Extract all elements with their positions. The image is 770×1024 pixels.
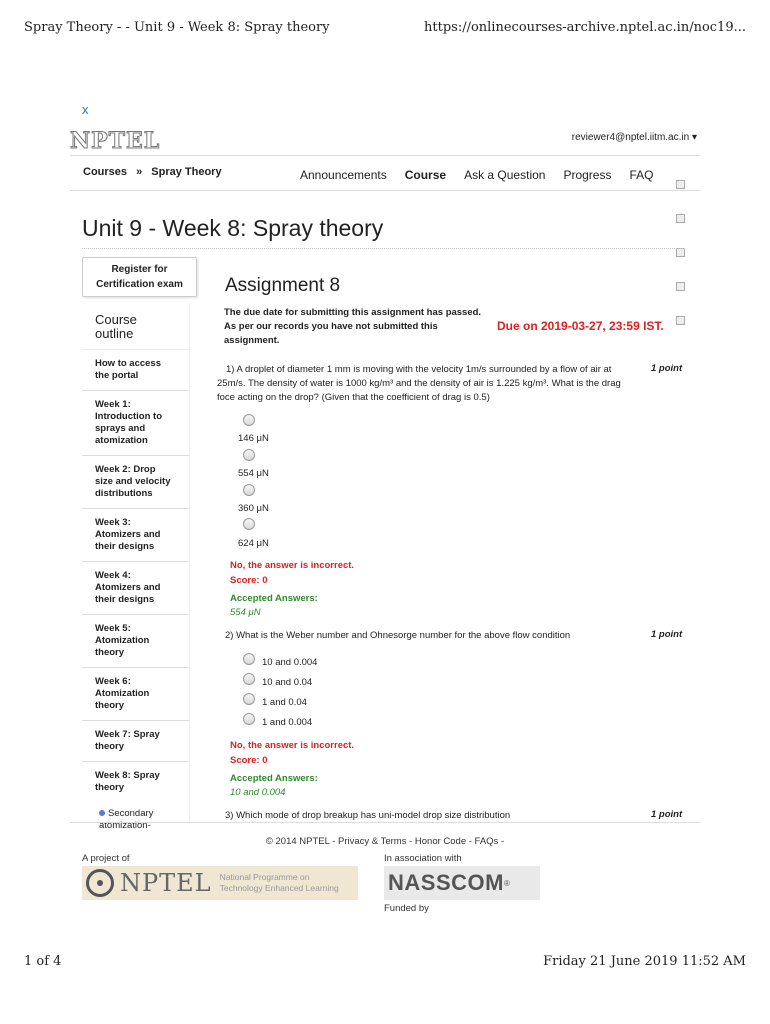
- q2-option-3-label: 1 and 0.04: [262, 697, 307, 708]
- breadcrumb-courses[interactable]: Courses: [83, 166, 128, 178]
- q2-option-2-radio[interactable]: [243, 673, 255, 685]
- q1-points: 1 point: [651, 363, 683, 374]
- q1-option-1-label: 146 μN: [238, 433, 269, 444]
- course-outline-heading-line1: Course: [95, 312, 137, 327]
- sidebar-item-week-8[interactable]: Week 8: Spray theory: [95, 770, 160, 793]
- sidebar-item-week-5[interactable]: Week 5: Atomization theory: [82, 615, 189, 668]
- q3-points: 1 point: [651, 809, 683, 820]
- q2-points: 1 point: [651, 629, 683, 640]
- q1-option-2-radio[interactable]: [243, 449, 255, 461]
- tab-progress[interactable]: Progress: [563, 168, 612, 182]
- tab-faq[interactable]: FAQ: [629, 168, 654, 182]
- sidebar-item-week-3[interactable]: Week 3: Atomizers and their designs: [82, 509, 189, 562]
- q2-option-1-radio[interactable]: [243, 653, 255, 665]
- q1-text-line3: foce acting on the drop? (Given that the coefficient of drag is 0.5): [217, 392, 490, 403]
- sidebar-item-week-2[interactable]: Week 2: Drop size and velocity distributions: [82, 456, 189, 509]
- sidebar-item-week-4[interactable]: Week 4: Atomizers and their designs: [82, 562, 189, 615]
- image-placeholder-icon: [676, 316, 685, 325]
- q1-option-4-label: 624 μN: [238, 538, 269, 549]
- project-of-label: A project of: [82, 853, 130, 864]
- assignment-title: Assignment 8: [225, 275, 341, 296]
- q1-option-1-radio[interactable]: [243, 414, 255, 426]
- nasscom-logo[interactable]: [384, 866, 540, 900]
- print-header: [24, 20, 746, 40]
- association-label: In association with: [384, 853, 462, 864]
- tab-course[interactable]: Course: [404, 168, 447, 182]
- sidebar-item-week-1[interactable]: Week 1: Introduction to sprays and atomization: [82, 391, 189, 456]
- bullet-icon: [99, 810, 105, 816]
- register-label-line2: Certification exam: [96, 279, 183, 290]
- breadcrumb-course-name[interactable]: Spray Theory: [151, 166, 222, 178]
- divider: [82, 248, 685, 249]
- copyright-links[interactable]: © 2014 NPTEL - Privacy & Terms - Honor Code - FAQs -: [265, 836, 505, 847]
- image-placeholder-icon: [676, 248, 685, 257]
- breadcrumb-separator: »: [136, 166, 143, 178]
- q2-option-4-radio[interactable]: [243, 713, 255, 725]
- page-title: Unit 9 - Week 8: Spray theory: [82, 215, 384, 241]
- sidebar-subitem-secondary-atomization[interactable]: [82, 802, 189, 832]
- register-label-line1: Register for: [111, 264, 168, 275]
- breadcrumb: [83, 166, 222, 178]
- print-header-title: Spray Theory - - Unit 9 - Week 8: Spray theory: [24, 20, 330, 35]
- nptel-logo[interactable]: NPTEL: [70, 128, 161, 154]
- q1-accepted-value: 554 μN: [230, 607, 261, 618]
- due-date: Due on 2019-03-27, 23:59 IST.: [497, 319, 664, 333]
- registered-mark: ®: [503, 878, 511, 888]
- image-placeholder-icon: [676, 180, 685, 189]
- q2-score: Score: 0: [230, 755, 268, 766]
- print-header-url: https://onlinecourses-archive.nptel.ac.in/noc19...: [424, 20, 746, 35]
- course-outline-heading-line2: outline: [95, 326, 134, 341]
- tab-announcements[interactable]: Announcements: [300, 168, 387, 182]
- divider: [70, 155, 700, 156]
- image-placeholder-icon: [676, 214, 685, 223]
- sidebar-item-week-7[interactable]: Week 7: Spray theory: [82, 721, 189, 762]
- register-certification-button[interactable]: [82, 257, 197, 297]
- nptel-subtitle: [220, 872, 339, 894]
- nptel-subtitle-line2: Technology Enhanced Learning: [219, 883, 339, 893]
- print-footer: [24, 954, 746, 974]
- close-icon[interactable]: x: [82, 102, 89, 117]
- sidebar-subitem-label: Secondary atomization-: [99, 808, 154, 831]
- due-note: The due date for submitting this assignment has passed. As per our records you have not submitted this assignment.: [224, 307, 482, 346]
- nasscom-wordmark: NASSCOM: [388, 870, 504, 895]
- q2-option-1-label: 10 and 0.004: [262, 657, 318, 668]
- q1-accepted-label: Accepted Answers:: [230, 593, 318, 604]
- q1-option-2-label: 554 μN: [238, 468, 269, 479]
- nptel-subtitle-line1: National Programme on: [219, 872, 310, 882]
- q2-option-2-label: 10 and 0.04: [262, 677, 313, 688]
- user-email: reviewer4@nptel.iitm.ac.in: [571, 132, 690, 143]
- q1-feedback: No, the answer is incorrect.: [230, 560, 355, 571]
- q2-option-3-radio[interactable]: [243, 693, 255, 705]
- q2-feedback: No, the answer is incorrect.: [230, 740, 355, 751]
- nptel-wordmark: NPTEL: [120, 869, 212, 897]
- course-outline-sidebar: [82, 303, 190, 831]
- divider: [70, 822, 700, 823]
- divider: [70, 190, 700, 191]
- q1-option-3-radio[interactable]: [243, 484, 255, 496]
- tab-ask-question[interactable]: Ask a Question: [464, 168, 546, 182]
- q1-text-line2: 25m/s. The density of water is 1000 kg/m³ and the density of air is 1.225 kg/m³. What is the drag: [217, 378, 621, 389]
- print-date: Friday 21 June 2019 11:52 AM: [543, 954, 746, 969]
- q1-option-3-label: 360 μN: [238, 503, 269, 514]
- sidebar-item-how-to-access[interactable]: How to access the portal: [82, 350, 189, 391]
- sidebar-item-week-6[interactable]: Week 6: Atomization theory: [82, 668, 189, 721]
- q1-score: Score: 0: [230, 575, 268, 586]
- nptel-wheel-icon: [86, 869, 114, 897]
- course-nav: [300, 168, 654, 182]
- print-page-count: 1 of 4: [24, 954, 62, 969]
- q2-text: 2) What is the Weber number and Ohnesorge number for the above flow condition: [225, 630, 571, 641]
- user-menu[interactable]: [572, 132, 697, 143]
- course-outline-heading: [82, 303, 189, 350]
- image-placeholder-icon: [676, 282, 685, 291]
- funded-by-label: Funded by: [384, 903, 429, 914]
- q3-text: 3) Which mode of drop breakup has uni-model drop size distribution: [225, 810, 511, 821]
- q1-text-line1: 1) A droplet of diameter 1 mm is moving with the velocity 1m/s surrounded by a flow of air at: [226, 364, 612, 375]
- q2-accepted-value: 10 and 0.004: [230, 787, 286, 798]
- q2-accepted-label: Accepted Answers:: [230, 773, 318, 784]
- q1-option-4-radio[interactable]: [243, 518, 255, 530]
- chevron-down-icon: ▾: [691, 132, 697, 143]
- q2-option-4-label: 1 and 0.004: [262, 717, 313, 728]
- nptel-footer-logo[interactable]: [82, 866, 358, 900]
